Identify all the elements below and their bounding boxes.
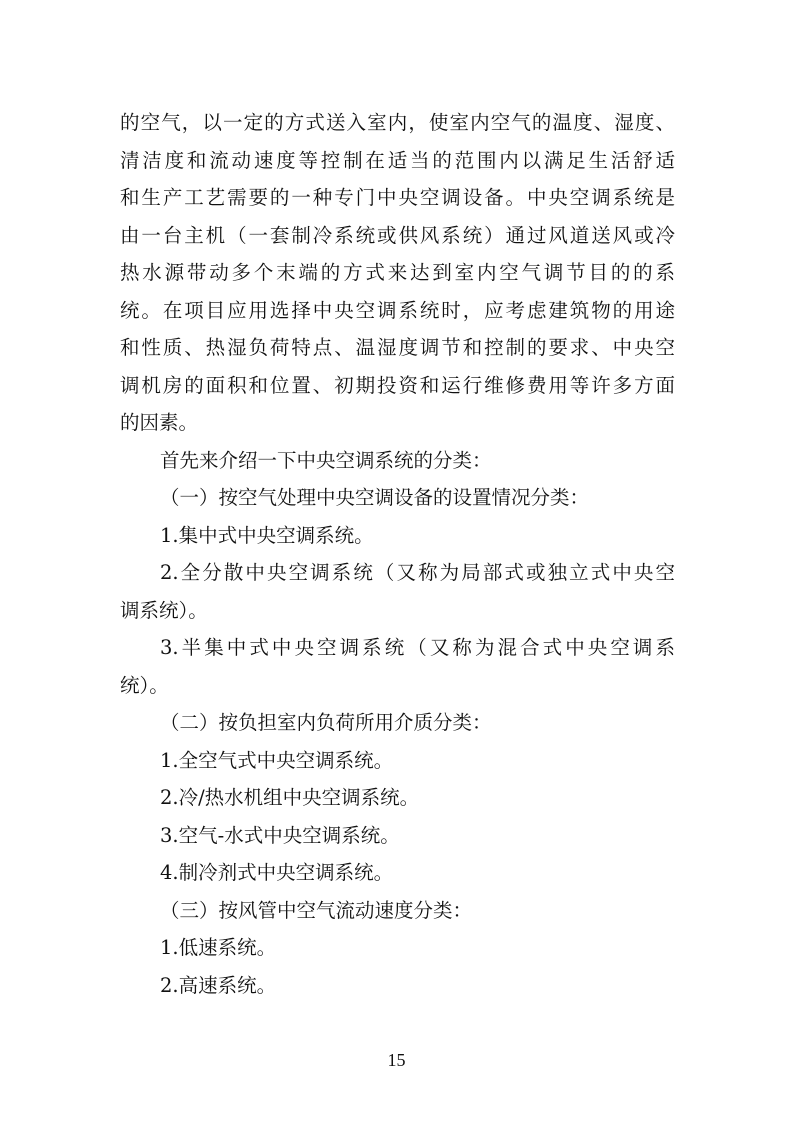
paragraph-line: 清洁度和流动速度等控制在适当的范围内以满足生活舒适 — [120, 148, 675, 172]
list-item: 2.冷/热水机组中央空调系统。 — [160, 786, 420, 809]
paragraph-line: 和性质、热湿负荷特点、温湿度调节和控制的要求、中央空 — [120, 336, 675, 359]
paragraph-line: 调机房的面积和位置、初期投资和运行维修费用等许多方面 — [120, 373, 675, 397]
paragraph-line: 的因素。 — [120, 411, 199, 434]
list-item: 1.全空气式中央空调系统。 — [160, 748, 394, 772]
paragraph-line: 统。在项目应用选择中央空调系统时，应考虑建筑物的用途 — [120, 298, 675, 322]
list-item: 1.低速系统。 — [160, 936, 277, 959]
list-item: 3.半集中式中央空调系统（又称为混合式中央空调系 — [160, 636, 675, 659]
intro-line: 首先来介绍一下中央空调系统的分类： — [160, 448, 492, 472]
list-item-continuation: 统）。 — [120, 673, 169, 697]
list-item: 4.制冷剂式中央空调系统。 — [160, 861, 394, 884]
page-number: 15 — [387, 1050, 406, 1070]
paragraph-line: 由一台主机（一套制冷系统或供风系统）通过风道送风或冷 — [120, 223, 675, 247]
paragraph-line: 的空气，以一定的方式送入室内，使室内空气的温度、湿度、 — [120, 111, 675, 134]
list-item: 2.高速系统。 — [160, 973, 277, 997]
section-heading-2: （二）按负担室内负荷所用介质分类： — [160, 711, 492, 734]
list-item: 3.空气-水式中央空调系统。 — [160, 823, 400, 847]
list-item: 1.集中式中央空调系统。 — [160, 523, 374, 547]
section-heading-1: （一）按空气处理中央空调设备的设置情况分类： — [160, 486, 590, 509]
paragraph-line: 和生产工艺需要的一种专门中央空调设备。中央空调系统是 — [120, 186, 675, 209]
paragraph-line: 热水源带动多个末端的方式来达到室内空气调节目的的系 — [120, 261, 675, 284]
section-heading-3: （三）按风管中空气流动速度分类： — [160, 898, 473, 922]
list-item: 2.全分散中央空调系统（又称为局部式或独立式中央空 — [160, 561, 675, 584]
list-item-continuation: 调系统）。 — [120, 598, 208, 622]
